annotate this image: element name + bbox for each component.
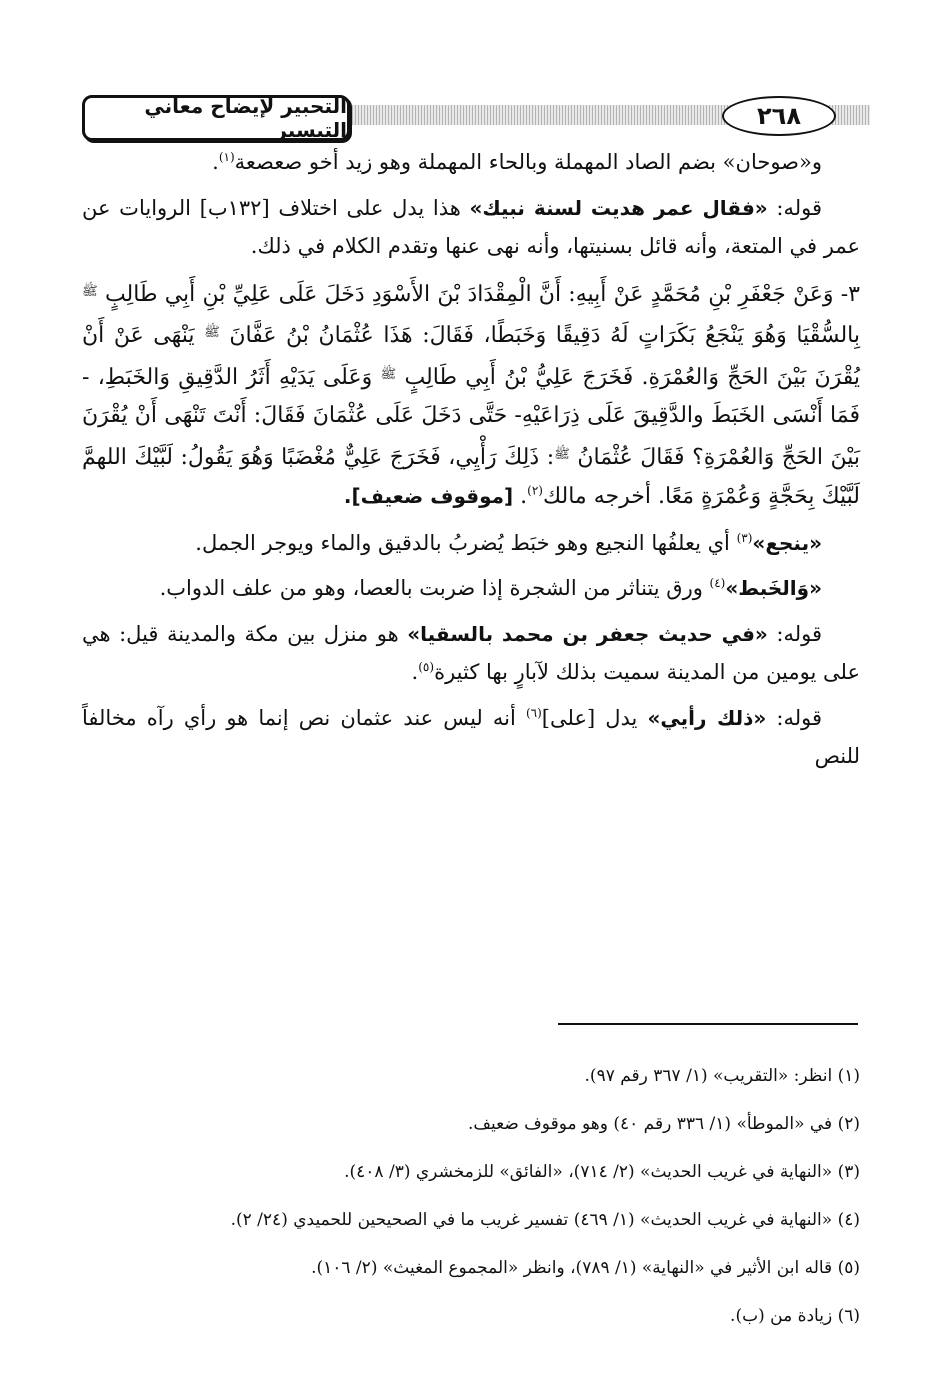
footnote-2: (٢) في «الموطأ» (١/ ٣٣٦ رقم ٤٠) وهو موقوف ضعيف. — [468, 1114, 860, 1134]
quoted-phrase: «فقال عمر هديت لسنة نبيك» — [469, 195, 768, 220]
page-number: ٢٦٨ — [722, 96, 836, 136]
footnote-ref-1[interactable]: (١) — [218, 150, 235, 164]
paragraph-rayi: قوله: «ذلك رأيي» يدل [على]$^{(٦)}$ أنه ليس عند عثمان نص إنما هو رأي رآه مخالفاً للنص — [82, 705, 860, 768]
paragraph-khabat: «وَالخَبط»$^{(٤)}$ ورق يتناثر من الشجرة إذا ضربت بالعصا، وهو من علف الدواب. — [159, 576, 822, 600]
hadith-grade: [موقوف ضعيف]. — [343, 484, 514, 508]
footnote-separator — [558, 1023, 858, 1025]
quoted-phrase: «ذلك رأيي» — [647, 705, 767, 730]
honorific-glyph: ﷺ — [380, 366, 397, 382]
footnote-4: (٤) «النهاية في غريب الحديث» (١/ ٤٦٩) تفسير غريب ما في الصحيحين للحميدي (٢٤/ ٢). — [230, 1210, 860, 1230]
footnote-3: (٣) «النهاية في غريب الحديث» (٢/ ٧١٤)، «الفائق» للزمخشري (٣/ ٤٠٨). — [344, 1162, 860, 1182]
footnote-1: (١) انظر: «التقريب» (١/ ٣٦٧ رقم ٩٧). — [584, 1066, 860, 1086]
honorific-glyph: ﷺ — [204, 325, 220, 340]
footnote-5: (٥) قاله ابن الأثير في «النهاية» (١/ ٧٨٩)، وانظر «المجموع المغيث» (٢/ ١٠٦). — [311, 1258, 860, 1278]
paragraph-yanjau: «ينجع»$^{(٣)}$ أي يعلفُها النجيع وهو خبَط يُضربُ بالدقيق والماء ويوجر الجمل. — [195, 530, 822, 555]
honorific-glyph: ﷺ — [82, 283, 98, 299]
main-text — [82, 143, 860, 783]
footnotes-section — [82, 1052, 860, 1340]
paragraph-sawhan: و«صوحان» بضم الصاد المهملة وبالحاء المهملة وهو زيد أخو صعصعة$^{(١)}$. — [212, 150, 822, 174]
hadith-paragraph: ٣- وَعَنْ جَعْفَرِ بْنِ مُحَمَّدٍ عَنْ أَبِيهِ: أَنَّ الْمِقْدَادَ بْنَ الأَسْوَدِ دَخَلَ عَلَى عَلِيِّ بْنِ أَبِي طَالِبٍ $^ﷺ$ بِالسُّقْيَا وَهُوَ يَنْجَعُ بَكَرَاتٍ لَهُ دَقِيقًا وَخَبَطًا، فَقَالَ: هَذَا عُثْمَانُ بْنُ عَفَّانَ $^ﷺ$ يَنْهَى عَنْ أَنْ يُقْرَنَ بَيْنَ الحَجِّ وَالعُمْرَةِ. فَخَرَجَ عَلِيُّ بْنُ أَبِي طَالِبٍ $^ﷺ$ وَعَلَى يَدَيْهِ أَثَرُ الدَّقِيقِ وَالخَبَطِ، - فَمَا أَنْسَى الخَبَطَ والدَّقِيقَ عَلَى ذِرَاعَيْهِ- حَتَّى دَخَلَ عَلَى عُثْمَانَ فَقَالَ: أَنْتَ تَنْهَى أَنْ يُقْرَنَ بَيْنَ الحَجِّ وَالعُمْرَةِ؟ فَقَالَ عُثْمَانُ $^ﷺ$: ذَلِكَ رَأْيِي، فَخَرَجَ عَلِيٌّ مُغْضَبًا وَهُوَ يَقُولُ: لَبَّيْكَ اللهمَّ لَبَّيْكَ بِحَجَّةٍ وَعُمْرَةٍ مَعًا. أخرجه مالك$^{(٢)}$. [موقوف ضعيف]. — [82, 281, 861, 509]
footnote-ref-4[interactable]: (٤) — [709, 576, 726, 590]
paragraph-umar-comment: قوله: «فقال عمر هديت لسنة نبيك» هذا يدل على اختلاف [١٣٢ب] الروايات عن عمر في المتعة، وأنه قائل بسنيتها، وأنه نهى عنها وتقدم الكلام في ذلك. — [82, 195, 860, 258]
footnote-ref-3[interactable]: (٣) — [736, 530, 753, 545]
defined-word: «وَالخَبط» — [725, 576, 822, 600]
footnote-ref-2[interactable]: (٢) — [527, 483, 543, 498]
footnote-ref-5[interactable]: (٥) — [418, 660, 435, 674]
book-title: التحبير لإيضاح معاني التيسير — [82, 95, 350, 141]
footnote-6: (٦) زيادة من (ب). — [730, 1306, 860, 1326]
quoted-phrase: «في حديث جعفر بن محمد بالسقيا» — [407, 621, 768, 646]
defined-word: «ينجع» — [752, 530, 822, 555]
footnote-ref-6[interactable]: (٦) — [525, 705, 542, 720]
honorific-glyph: ﷺ — [554, 446, 570, 462]
paragraph-suqya: قوله: «في حديث جعفر بن محمد بالسقيا» هو منزل بين مكة والمدينة قيل: هي على يومين من المدينة سميت بذلك لآبارٍ بها كثيرة$^{(٥)}$. — [82, 621, 860, 684]
